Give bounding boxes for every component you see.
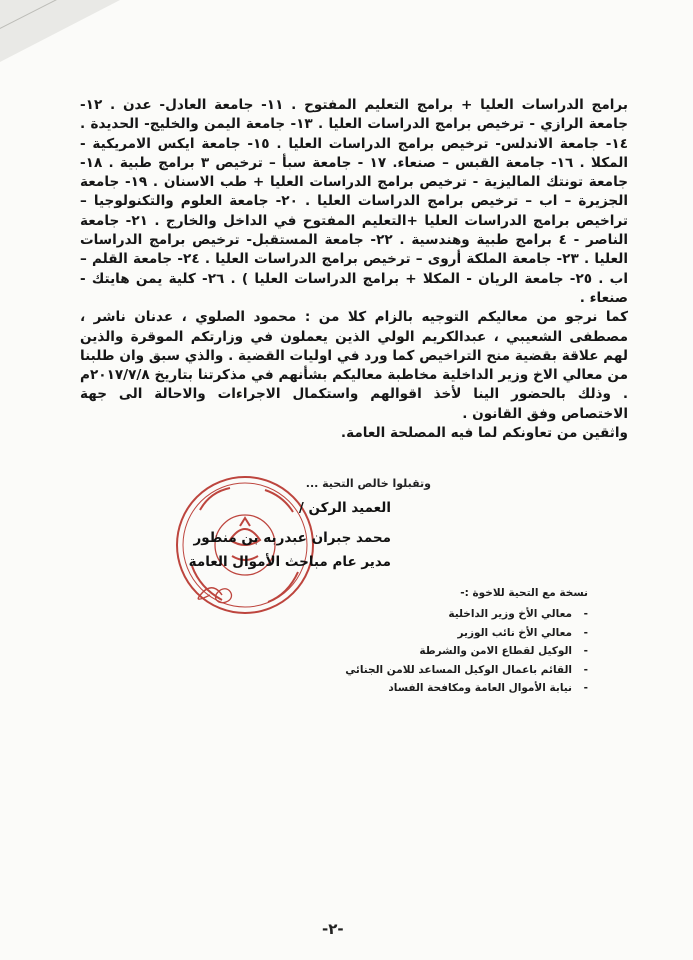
folded-corner [0,0,120,62]
closing-greeting: وتقبلوا خالص التحية ... [305,477,431,490]
cooperation-paragraph: واثقين من تعاونكم لما فيه المصلحة العامة. [340,425,628,442]
copy-recipient: - معالي الأخ نائب الوزير [457,626,588,639]
university-list-paragraph: برامج الدراسات العليا + برامج التعليم المفتوح . ١١- جامعة العادل- عدن . ١٢- جامعة الرازي - ترخيص برامج الدراسات العليا . ١٣- جامعة اليمن والخليج- الحديدة . ١٤- جامعة الاندلس- ترخيص برامج الدراسات العليا . ١٥- جامعة ايكس الامريكية - المكلا . ١٦- جامعة القبس – صنعاء. ١٧ - جامعة سبأ – ترخيص ٣ برامج طبية . ١٨- جامعة تونتك الماليزية - ترخيص برامج الدراسات العليا + طب الاسنان . ١٩- جامعة الجزيرة – اب – ترخيص برامج الدراسات العليا . ٢٠- جامعة العلوم والتكنولوجيا – تراخيص برامج الدراسات العليا +التعليم المفتوح في الداخل والخارج . ٢١- جامعة الناصر - ٤ برامج طبية وهندسية . ٢٢- جامعة المستقبل- ترخيص برامج الدراسات العليا . ٢٣- جامعة الملكة أروى – ترخيص برامج الدراسات العليا . ٢٤- جامعة القلم – اب . ٢٥- جامعة الريان - المكلا + برامج الدراسات العليا ) . ٢٦- كلية يمن هايتك - صنعاء . [80,97,629,306]
request-paragraph: كما نرجو من معاليكم التوجيه بالزام كلا من : محمود الصلوي ، عدنان ناشر ، مصطفى الشعيبي ، عبدالكريم الولي الذين يعملون في وزارتكم الموقرة والذين لهم علاقة بقضية منح التراخيص كما ورد في اوليات القضية . والذي سبق وان طلبنا من معالي الاخ وزير الداخلية مخاطبة معاليكم بشأنهم في مذكرتنا بتاريخ ٢٠١٧/٧/٨م . وذلك بالحضور الينا لأخذ اقوالهم واستكمال الاجراءات والاحالة الى جهة الاختصاص وفق القانون . [80,309,628,422]
signatory-rank: العميد الركن / [298,500,391,516]
page-number: -٢- [322,920,344,938]
copy-recipient: - معالي الأخ وزير الداخلية [448,608,588,620]
signatory-title: مدير عام مباحث الأموال العامة [188,554,391,570]
copy-recipient: - نيابة الأموال العامة ومكافحة الفساد [388,682,588,694]
copy-recipient: - الوكيل لقطاع الامن والشرطة [419,645,588,657]
signatory-name: محمد جبران عبدربه بن منظور [193,530,391,546]
letter-body [80,96,628,443]
copies-list [288,587,588,698]
copies-header: نسخة مع التحية للاخوة :- [460,587,588,599]
copy-recipient: - القائم باعمال الوكيل المساعد للامن الجنائي [345,663,588,676]
